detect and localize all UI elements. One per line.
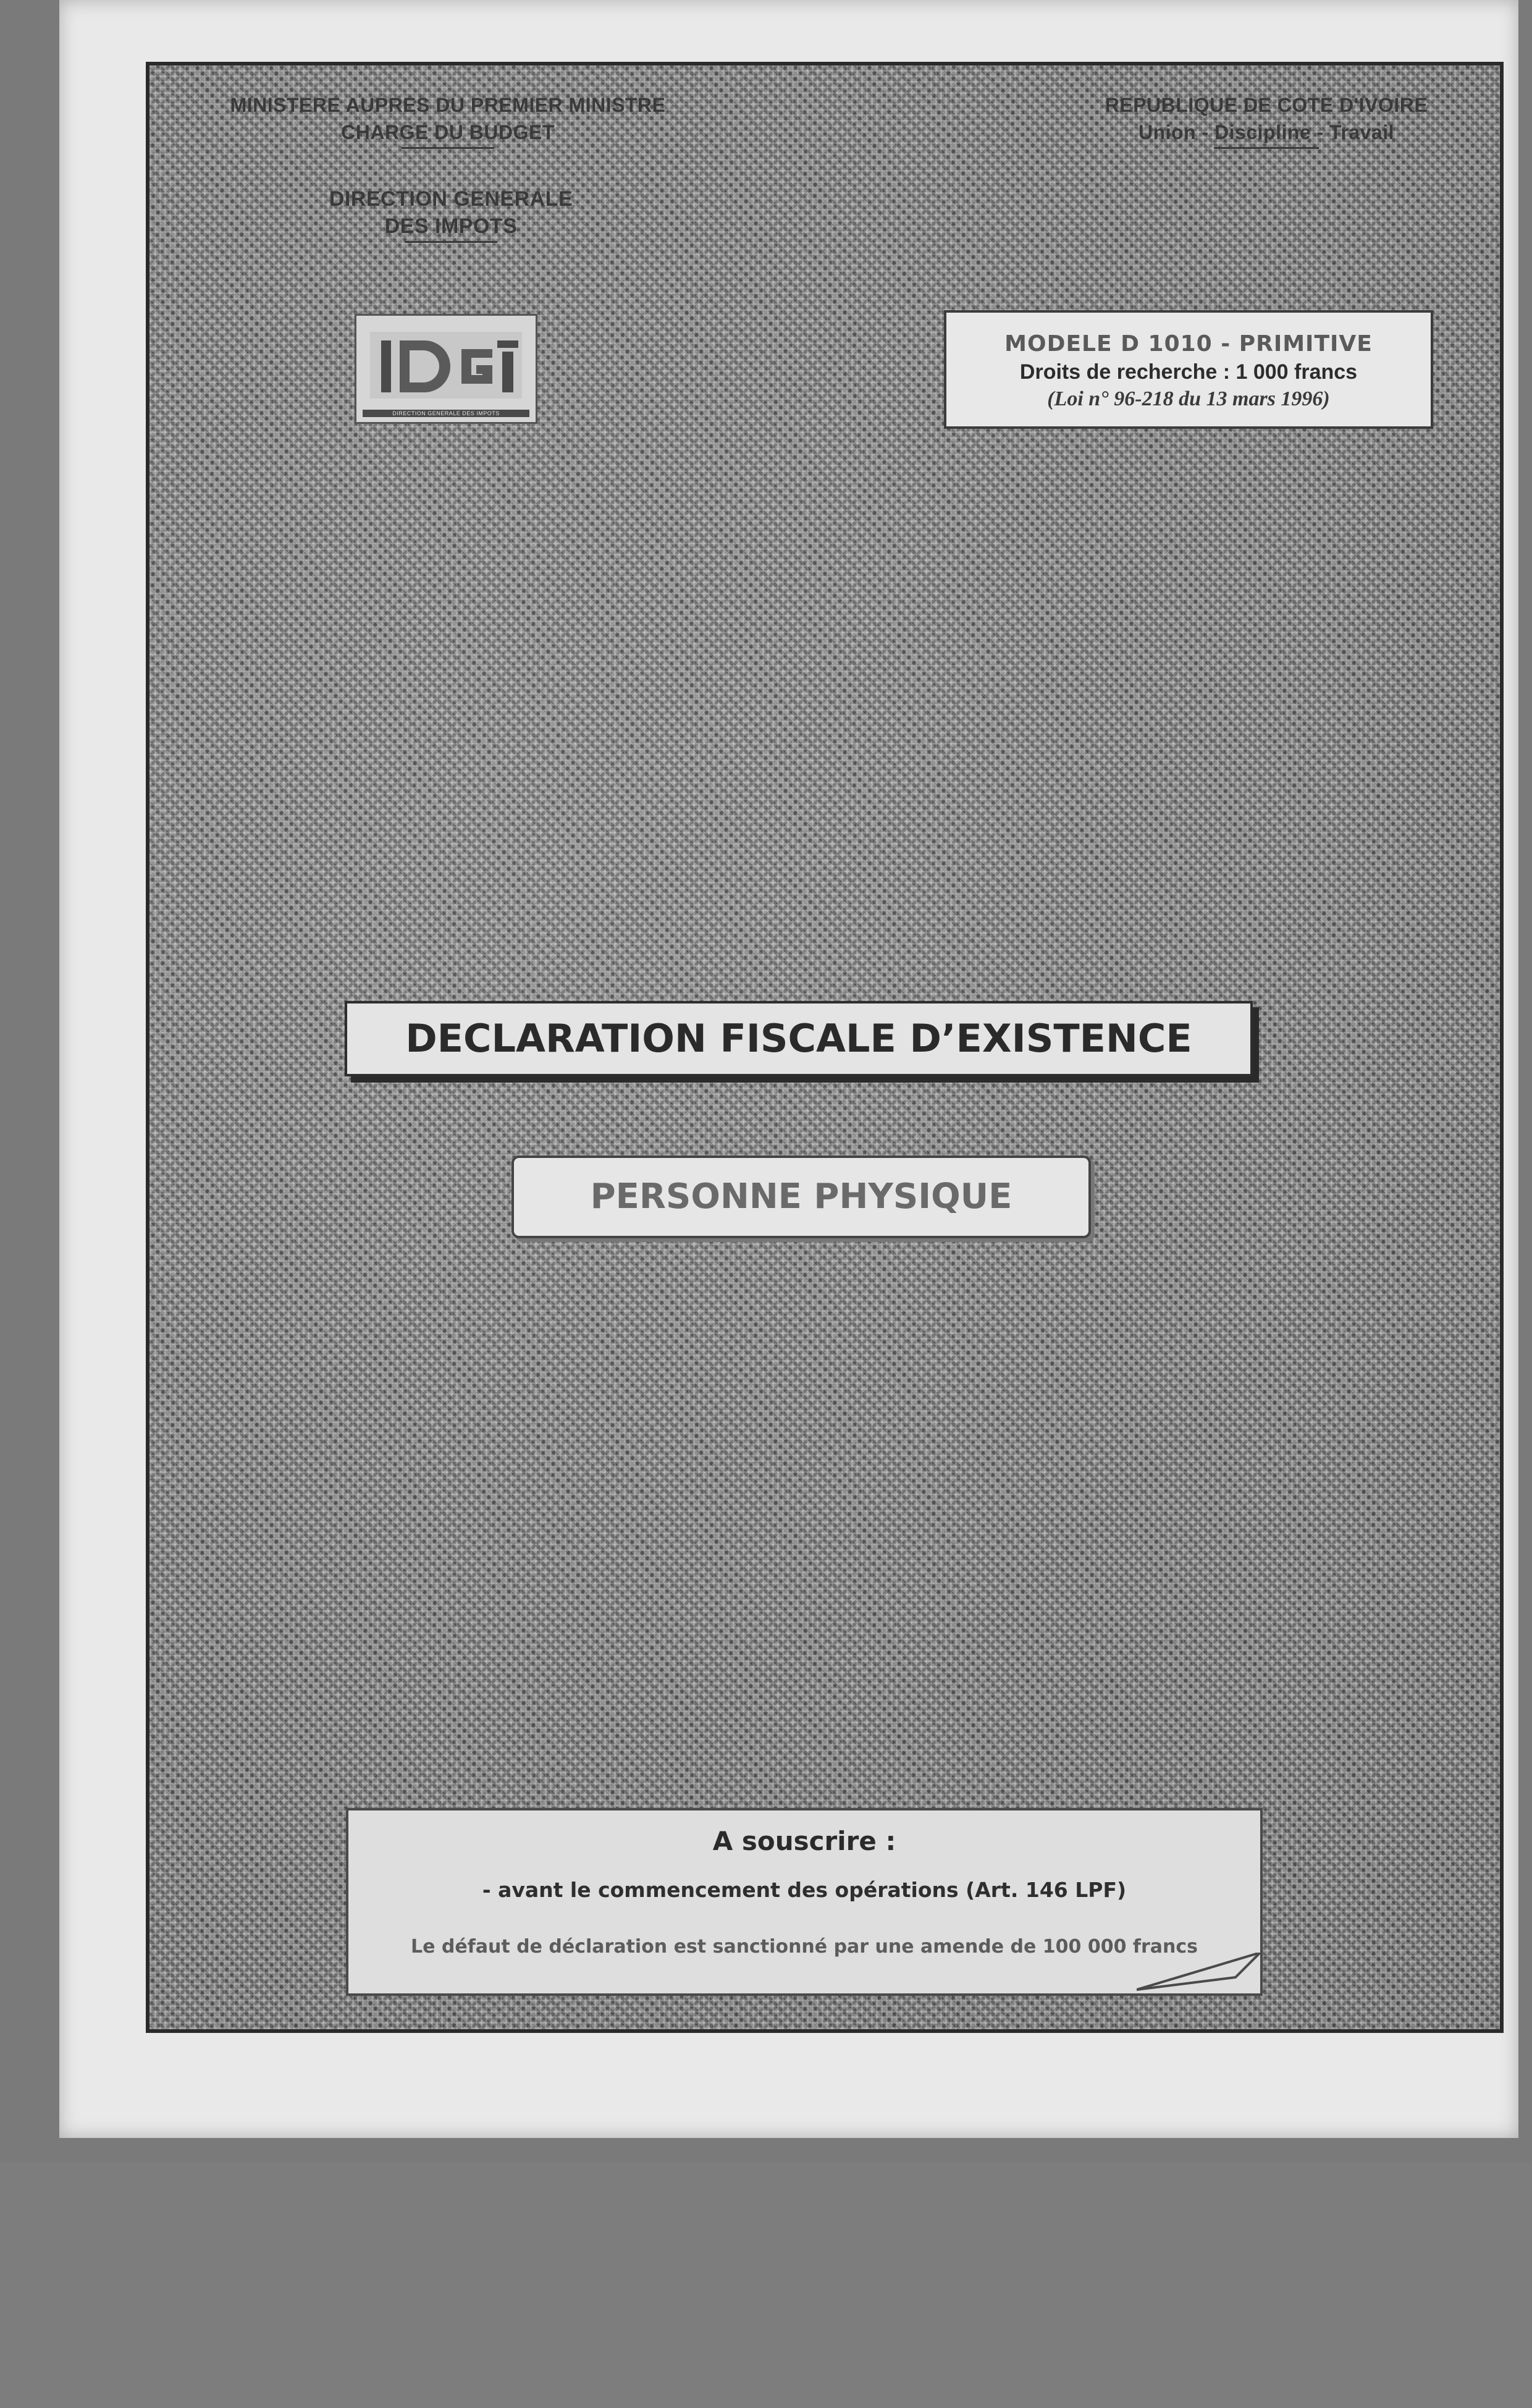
- ministry-header: [185, 91, 710, 149]
- dgi-logo-icon: [356, 316, 536, 422]
- notice-heading: A souscrire :: [712, 1826, 896, 1856]
- ministry-budget: CHARGE DU BUDGET: [341, 121, 555, 143]
- model-title: MODELE D 1010 - PRIMITIVE: [1004, 331, 1373, 357]
- filing-notice: [346, 1808, 1263, 1996]
- direction-header: [272, 185, 630, 243]
- research-fee: Droits de recherche : 1 000 francs: [1019, 360, 1358, 384]
- law-reference: (Loi n° 96-218 du 13 mars 1996): [1047, 387, 1330, 410]
- direction-name: DIRECTION GENERALE: [329, 187, 573, 211]
- logo-caption: DIRECTION GENERALE DES IMPOTS: [363, 410, 529, 417]
- notice-penalty: Le défaut de déclaration est sanctionné par une amende de 100 000 francs: [410, 1936, 1198, 1958]
- model-info-box: [944, 310, 1433, 429]
- republic-header: [1075, 91, 1458, 149]
- notice-curl-decoration: [1137, 1953, 1260, 2002]
- document-subtitle: PERSONNE PHYSIQUE: [511, 1155, 1091, 1238]
- document-title: DECLARATION FISCALE D’EXISTENCE: [345, 1001, 1253, 1076]
- ministry-name: MINISTERE AUPRES DU PREMIER MINISTRE: [230, 94, 666, 116]
- divider: [1214, 147, 1319, 149]
- republic-name: REPUBLIQUE DE COTE D'IVOIRE: [1105, 94, 1428, 116]
- divider: [405, 241, 497, 243]
- republic-motto: Union - Discipline - Travail: [1138, 121, 1395, 143]
- direction-taxes: DES IMPOTS: [384, 214, 518, 238]
- scanner-background: [0, 2163, 1532, 2408]
- divider: [402, 147, 494, 149]
- notice-condition: - avant le commencement des opérations (Art. 146 LPF): [482, 1878, 1127, 1902]
- dgi-logo: [355, 314, 537, 424]
